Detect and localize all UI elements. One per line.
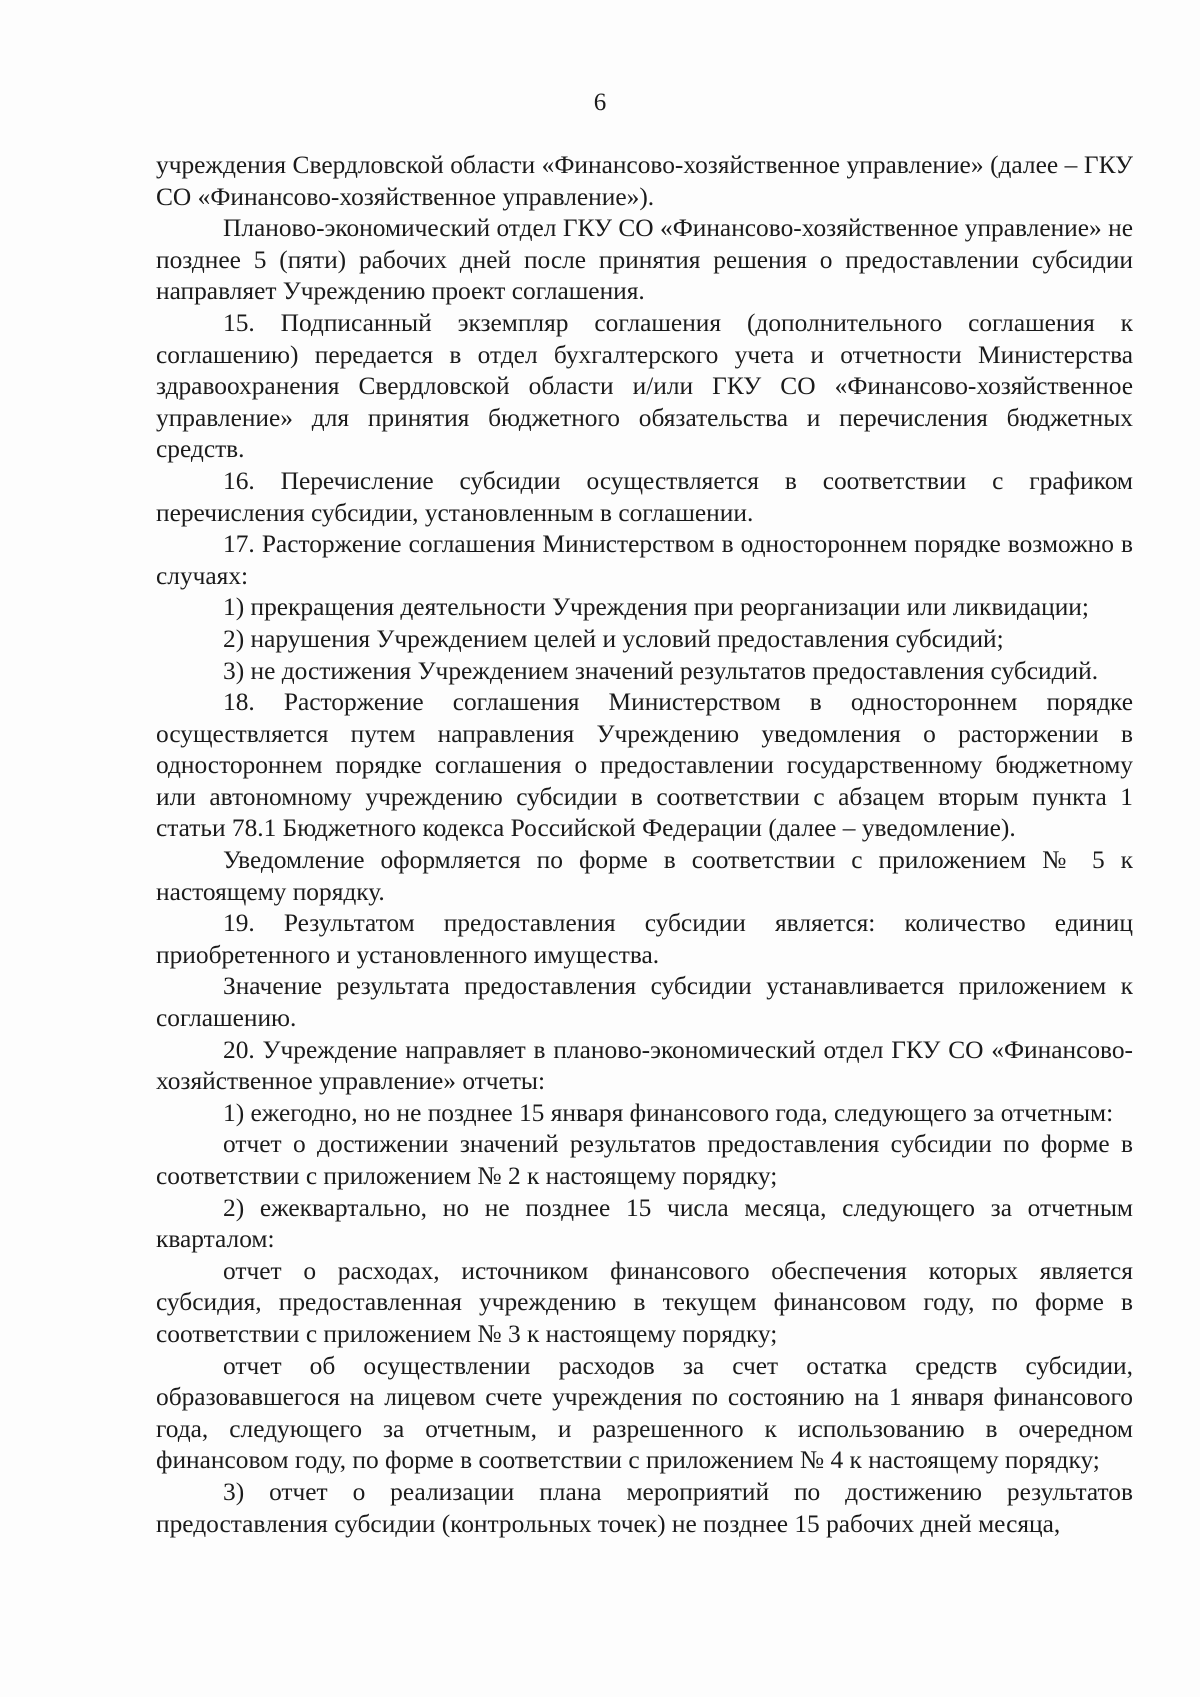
paragraph-item-15: 15. Подписанный экземпляр соглашения (дополнительного соглашения к соглашению) передается в отдел бухгалтерского учета и отчетности Министерства здравоохранения Свердловской области и/или ГКУ СО «Финансово-хозяйственное управление» для принятия бюджетного обязательства и перечисления бюджетных средств. — [156, 308, 1133, 464]
paragraph-item-18: 18. Расторжение соглашения Министерством в одностороннем порядке осуществляется путем направления Учреждению уведомления о расторжении в одностороннем порядке соглашения о предоставлении государственному бюджетному или автономному учреждению субсидии в соответствии с абзацем вторым пункта 1 статьи 78.1 Бюджетного кодекса Российской Федерации (далее – уведомление). — [156, 688, 1133, 843]
document-body — [156, 150, 1133, 1540]
paragraph-item-20: 20. Учреждение направляет в планово-экономический отдел ГКУ СО «Финансово-хозяйственное управление» отчеты: — [156, 1035, 1133, 1096]
paragraph-notification-form: Уведомление оформляется по форме в соответствии с приложением № 5 к настоящему порядку. — [156, 846, 1133, 906]
list-item-20-2: 2) ежеквартально, но не позднее 15 числа месяца, следующего за отчетным кварталом: — [156, 1193, 1133, 1254]
paragraph-continuation: учреждения Свердловской области «Финансово-хозяйственное управление» (далее – ГКУ СО «Финансово-хозяйственное управление»). — [156, 151, 1133, 211]
list-item-17-1: 1) прекращения деятельности Учреждения при реорганизации или ликвидации; — [223, 593, 1089, 622]
paragraph-report-expenses: отчет о расходах, источником финансового обеспечения которых является субсидия, предоставленная учреждению в текущем финансовом году, по форме в соответствии с приложением № 3 к настоящему порядку; — [156, 1256, 1133, 1348]
paragraph-result-value: Значение результата предоставления субсидии устанавливается приложением к соглашению. — [156, 972, 1133, 1033]
page-number: 6 — [593, 89, 607, 116]
paragraph-report-results: отчет о достижении значений результатов предоставления субсидии по форме в соответствии с приложением № 2 к настоящему порядку; — [156, 1130, 1133, 1190]
list-item-17-2: 2) нарушения Учреждением целей и условий предоставления субсидий; — [223, 624, 1004, 653]
paragraph-item-19: 19. Результатом предоставления субсидии является: количество единиц приобретенного и установленного имущества. — [156, 909, 1133, 969]
paragraph-item-16: 16. Перечисление субсидии осуществляется в соответствии с графиком перечисления субсидии, установленным в соглашении. — [156, 466, 1133, 527]
paragraph-item-17: 17. Расторжение соглашения Министерством в одностороннем порядке возможно в случаях: — [156, 530, 1133, 590]
paragraph-report-remaining-funds: отчет об осуществлении расходов за счет остатка средств субсидии, образовавшегося на лицевом счете учреждения по состоянию на 1 января финансового года, следующего за отчетным, и разрешенного к использованию в очередном финансовом году, по форме в соответствии с приложением № 4 к настоящему порядку; — [156, 1351, 1133, 1475]
paragraph-planning-department: Планово-экономический отдел ГКУ СО «Финансово-хозяйственное управление» не позднее 5 (пяти) рабочих дней после принятия решения о предоставлении субсидии направляет Учреждению проект соглашения. — [156, 214, 1133, 306]
list-item-20-3: 3) отчет о реализации плана мероприятий по достижению результатов предоставления субсидии (контрольных точек) не позднее 15 рабочих дней месяца, — [156, 1477, 1133, 1538]
list-item-20-1: 1) ежегодно, но не позднее 15 января финансового года, следующего за отчетным: — [223, 1098, 1114, 1127]
list-item-17-3: 3) не достижения Учреждением значений результатов предоставления субсидий. — [223, 656, 1099, 685]
